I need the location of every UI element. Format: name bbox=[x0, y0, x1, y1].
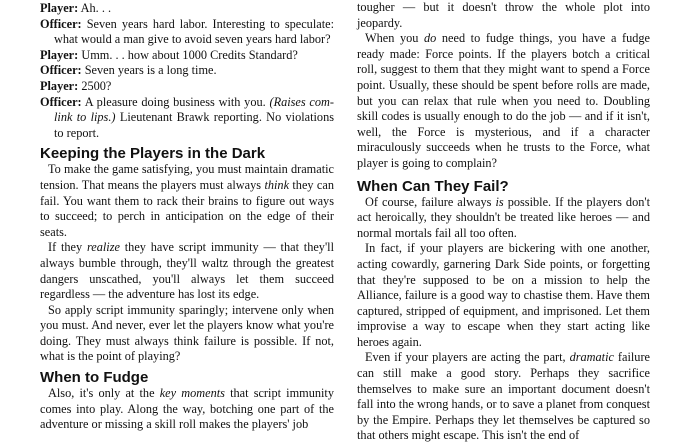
body-text: If they bbox=[48, 240, 83, 255]
body-text: they can fail. You want them to rack their brains to figure out ways to succeed; to perch in anticipation on the edge of their seats. bbox=[40, 177, 334, 239]
body-paragraph bbox=[357, 31, 650, 171]
dialogue-text: Seven years is a long time. bbox=[84, 63, 217, 78]
speaker-label: Player: bbox=[40, 1, 79, 15]
body-paragraph bbox=[40, 386, 334, 433]
body-text: Of course, failure always bbox=[365, 194, 492, 209]
dialogue-text: Seven years hard labor. Interesting to speculate: what would a man give to avoid seven years hard labor? bbox=[54, 16, 334, 47]
speaker-label: Officer: bbox=[40, 63, 82, 78]
body-text: Even if your players are acting the part, bbox=[365, 350, 566, 365]
body-text: To make the game satisfying, you must maintain dramatic tension. That means the players must always bbox=[40, 162, 334, 192]
speaker-label: Officer: bbox=[40, 94, 82, 109]
body-text: that script immunity comes into play. Along the way, botching one part of the adventure or missing a skill roll makes the players' job bbox=[40, 386, 334, 432]
section-heading-keeping-players-in-dark: Keeping the Players in the Dark bbox=[40, 145, 266, 163]
emphasis-text: key moments bbox=[159, 386, 225, 401]
emphasis-text: do bbox=[423, 31, 437, 46]
body-text: possible. If the players don't act heroically, they shouldn't be treated like heroes — and normal mortals fail all too often. bbox=[357, 194, 650, 240]
emphasis-text: realize bbox=[86, 240, 120, 255]
dialogue-line bbox=[40, 63, 334, 79]
body-text: failure can still make a good story. Perhaps they sacrifice themselves to make sure an important document doesn't fall into the wrong hands, or to save a planet from conquest by the Empire. Perhaps they let themselves be captured so that others might escape. This isn't the end of bbox=[357, 350, 650, 443]
speaker-label: Officer: bbox=[40, 16, 82, 31]
dialogue-block bbox=[40, 1, 334, 141]
body-paragraph bbox=[40, 162, 334, 240]
dialogue-text: Lieutenant Brawk reporting. No violations to report. bbox=[54, 110, 335, 140]
section-heading-when-can-they-fail: When Can They Fail? bbox=[357, 177, 509, 195]
dialogue-text: Umm. . . how about 1000 Credits Standard? bbox=[81, 47, 298, 62]
body-paragraph: In fact, if your players are bickering with one another, acting cowardly, garnering Dark Side points, or forgetting that they're supposed to be on a mission to help the Alliance, failure is a good way to chastise them. Have them captured, stripped of equipment, and imprisoned. Let them improvise a way to escape when they start acting like heroes again. bbox=[357, 241, 650, 349]
body-text: Also, it's only at the bbox=[48, 386, 155, 401]
speaker-label: Player: bbox=[40, 78, 79, 93]
body-text: When you bbox=[365, 31, 419, 46]
body-paragraph bbox=[357, 195, 650, 242]
speaker-label: Player: bbox=[40, 47, 79, 62]
dialogue-text: 2500? bbox=[81, 78, 112, 93]
emphasis-text: think bbox=[264, 177, 290, 192]
dialogue-line bbox=[40, 79, 334, 95]
body-paragraph: So apply script immunity sparingly; intervene only when you must. And never, ever let the players know what you're doing. They must always think failure is possible. If not, what is the point of playing? bbox=[40, 302, 334, 364]
body-paragraph bbox=[357, 350, 650, 444]
dialogue-line bbox=[40, 95, 334, 142]
dialogue-line bbox=[40, 17, 334, 48]
left-column bbox=[40, 1, 334, 433]
body-paragraph bbox=[40, 240, 334, 302]
continued-paragraph: tougher — but it doesn't throw the whole plot into jeopardy. bbox=[357, 0, 650, 30]
dialogue-text: Ah. . . bbox=[80, 1, 112, 15]
body-text: they have script immunity — that they'll always bumble through, they'll waltz through the greatest dangers unscathed, you'll always let them succeed regardless — the adventure has lost its edge. bbox=[40, 240, 334, 302]
dialogue-text: A pleasure doing business with you. bbox=[84, 94, 266, 109]
emphasis-text: dramatic bbox=[569, 350, 614, 365]
emphasis-text: is bbox=[495, 194, 504, 209]
dialogue-line bbox=[40, 48, 334, 64]
body-text: need to fudge things, you have a fudge ready made: Force points. If the players botch a critical roll, suggest to them that they might want to spend a Force point. Usually, these should be spent before rolls are made, but you can relax that rule when you need to. Doubling skill codes is usually enough to do the job — and if it isn't, well, the Force is mysterious, and if a character miraculously succeeds when he trusts to the Force, what player is going to complain? bbox=[357, 31, 650, 170]
section-heading-when-to-fudge: When to Fudge bbox=[40, 369, 149, 387]
dialogue-line bbox=[40, 1, 334, 17]
stage-direction: (Raises com-link to lips.) bbox=[54, 94, 335, 125]
right-column bbox=[357, 0, 650, 444]
